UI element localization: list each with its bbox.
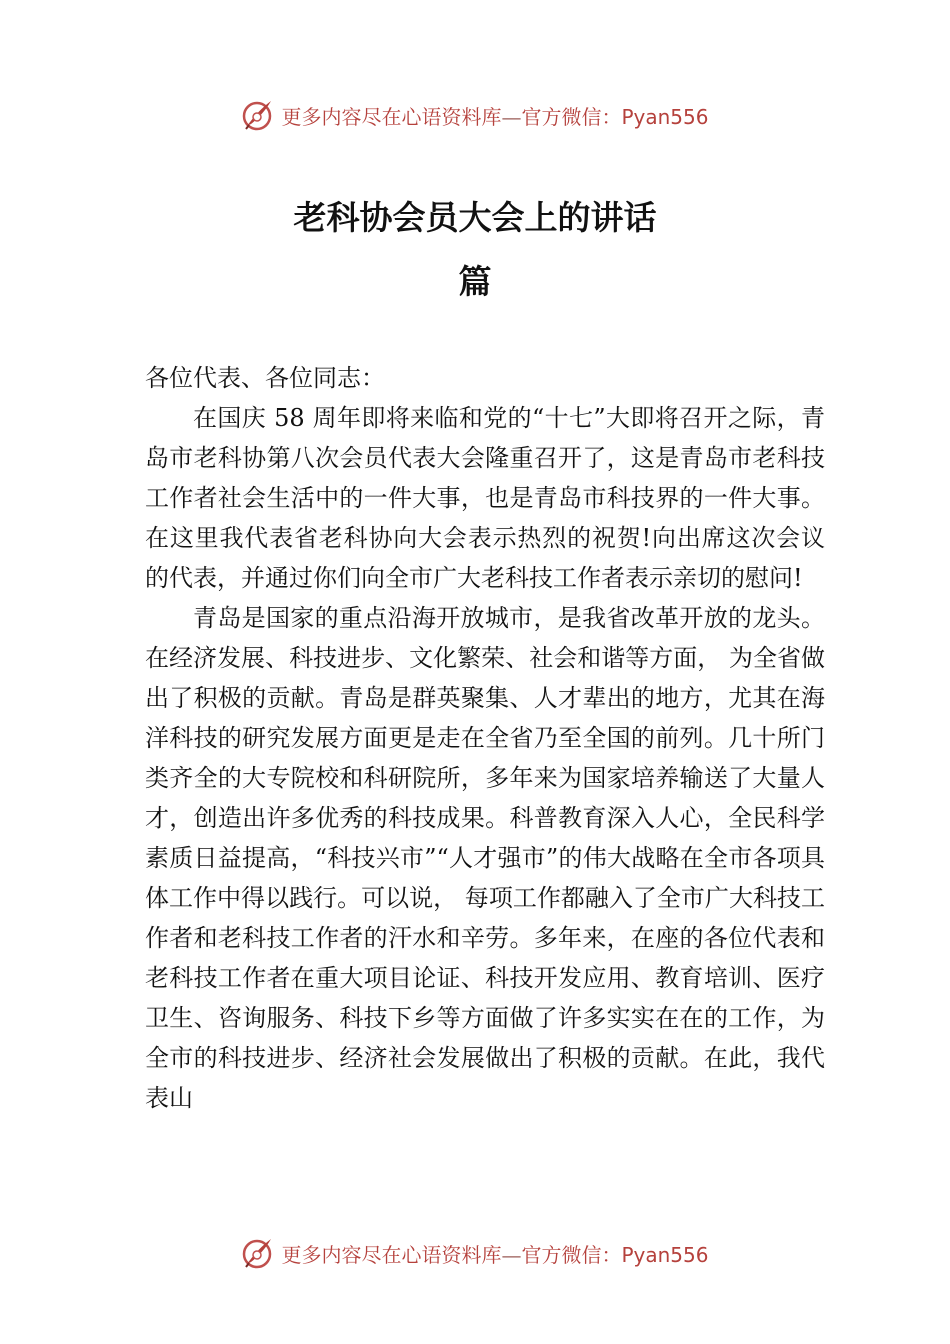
document-body [145,358,825,1118]
banner-library-text: 更多内容尽在心语资料库 [281,1242,502,1267]
quill-pen-logo-icon [241,98,275,132]
banner-text [281,101,708,130]
banner-wechat-text: 官方微信：Pyan556 [521,1242,709,1267]
title-line-1: 老科协会员大会上的讲话 [293,198,657,237]
paragraph-1: 在国庆 58 周年即将来临和党的“十七”大即将召开之际，青岛市老科协第八次会员代表大会隆重召开了，这是青岛市老科技工作者社会生活中的一件大事，也是青岛市科技界的一件大事。在这里我代表省老科协向大会表示热烈的祝贺!向出席这次会议的代表，并通过你们向全市广大老科技工作者表示亲切的慰问! [145,404,825,592]
banner-separator: — [501,104,522,129]
banner-text [281,1239,708,1268]
title-line-2: 篇 [458,262,492,301]
document-title [0,186,950,314]
paragraph-2: 青岛是国家的重点沿海开放城市，是我省改革开放的龙头。在经济发展、科技进步、文化繁荣、社会和谐等方面， 为全省做出了积极的贡献。青岛是群英聚集、人才辈出的地方，尤其在海洋科技的研究发展方面更是走在全省乃至全国的前列。几十所门类齐全的大专院校和科研院所，多年来为国家培养输送了大量人才，创造出许多优秀的科技成果。科普教育深入人心，全民科学素质日益提高，“科技兴市”“人才强市”的伟大战略在全市各项具体工作中得以践行。可以说， 每项工作都融入了全市广大科技工作者和老科技工作者的汗水和辛劳。多年来，在座的各位代表和老科技工作者在重大项目论证、科技开发应用、教育培训、医疗卫生、咨询服务、科技下乡等方面做了许多实实在在的工作，为全市的科技进步、经济社会发展做出了积极的贡献。在此，我代表山 [145,604,825,1112]
banner-wechat-text: 官方微信：Pyan556 [521,104,709,129]
banner-separator: — [501,1242,522,1267]
banner-library-text: 更多内容尽在心语资料库 [281,104,502,129]
footer-banner [0,1233,950,1273]
header-banner [0,95,950,135]
quill-pen-logo-icon [241,1236,275,1270]
salutation: 各位代表、各位同志： [145,364,385,392]
